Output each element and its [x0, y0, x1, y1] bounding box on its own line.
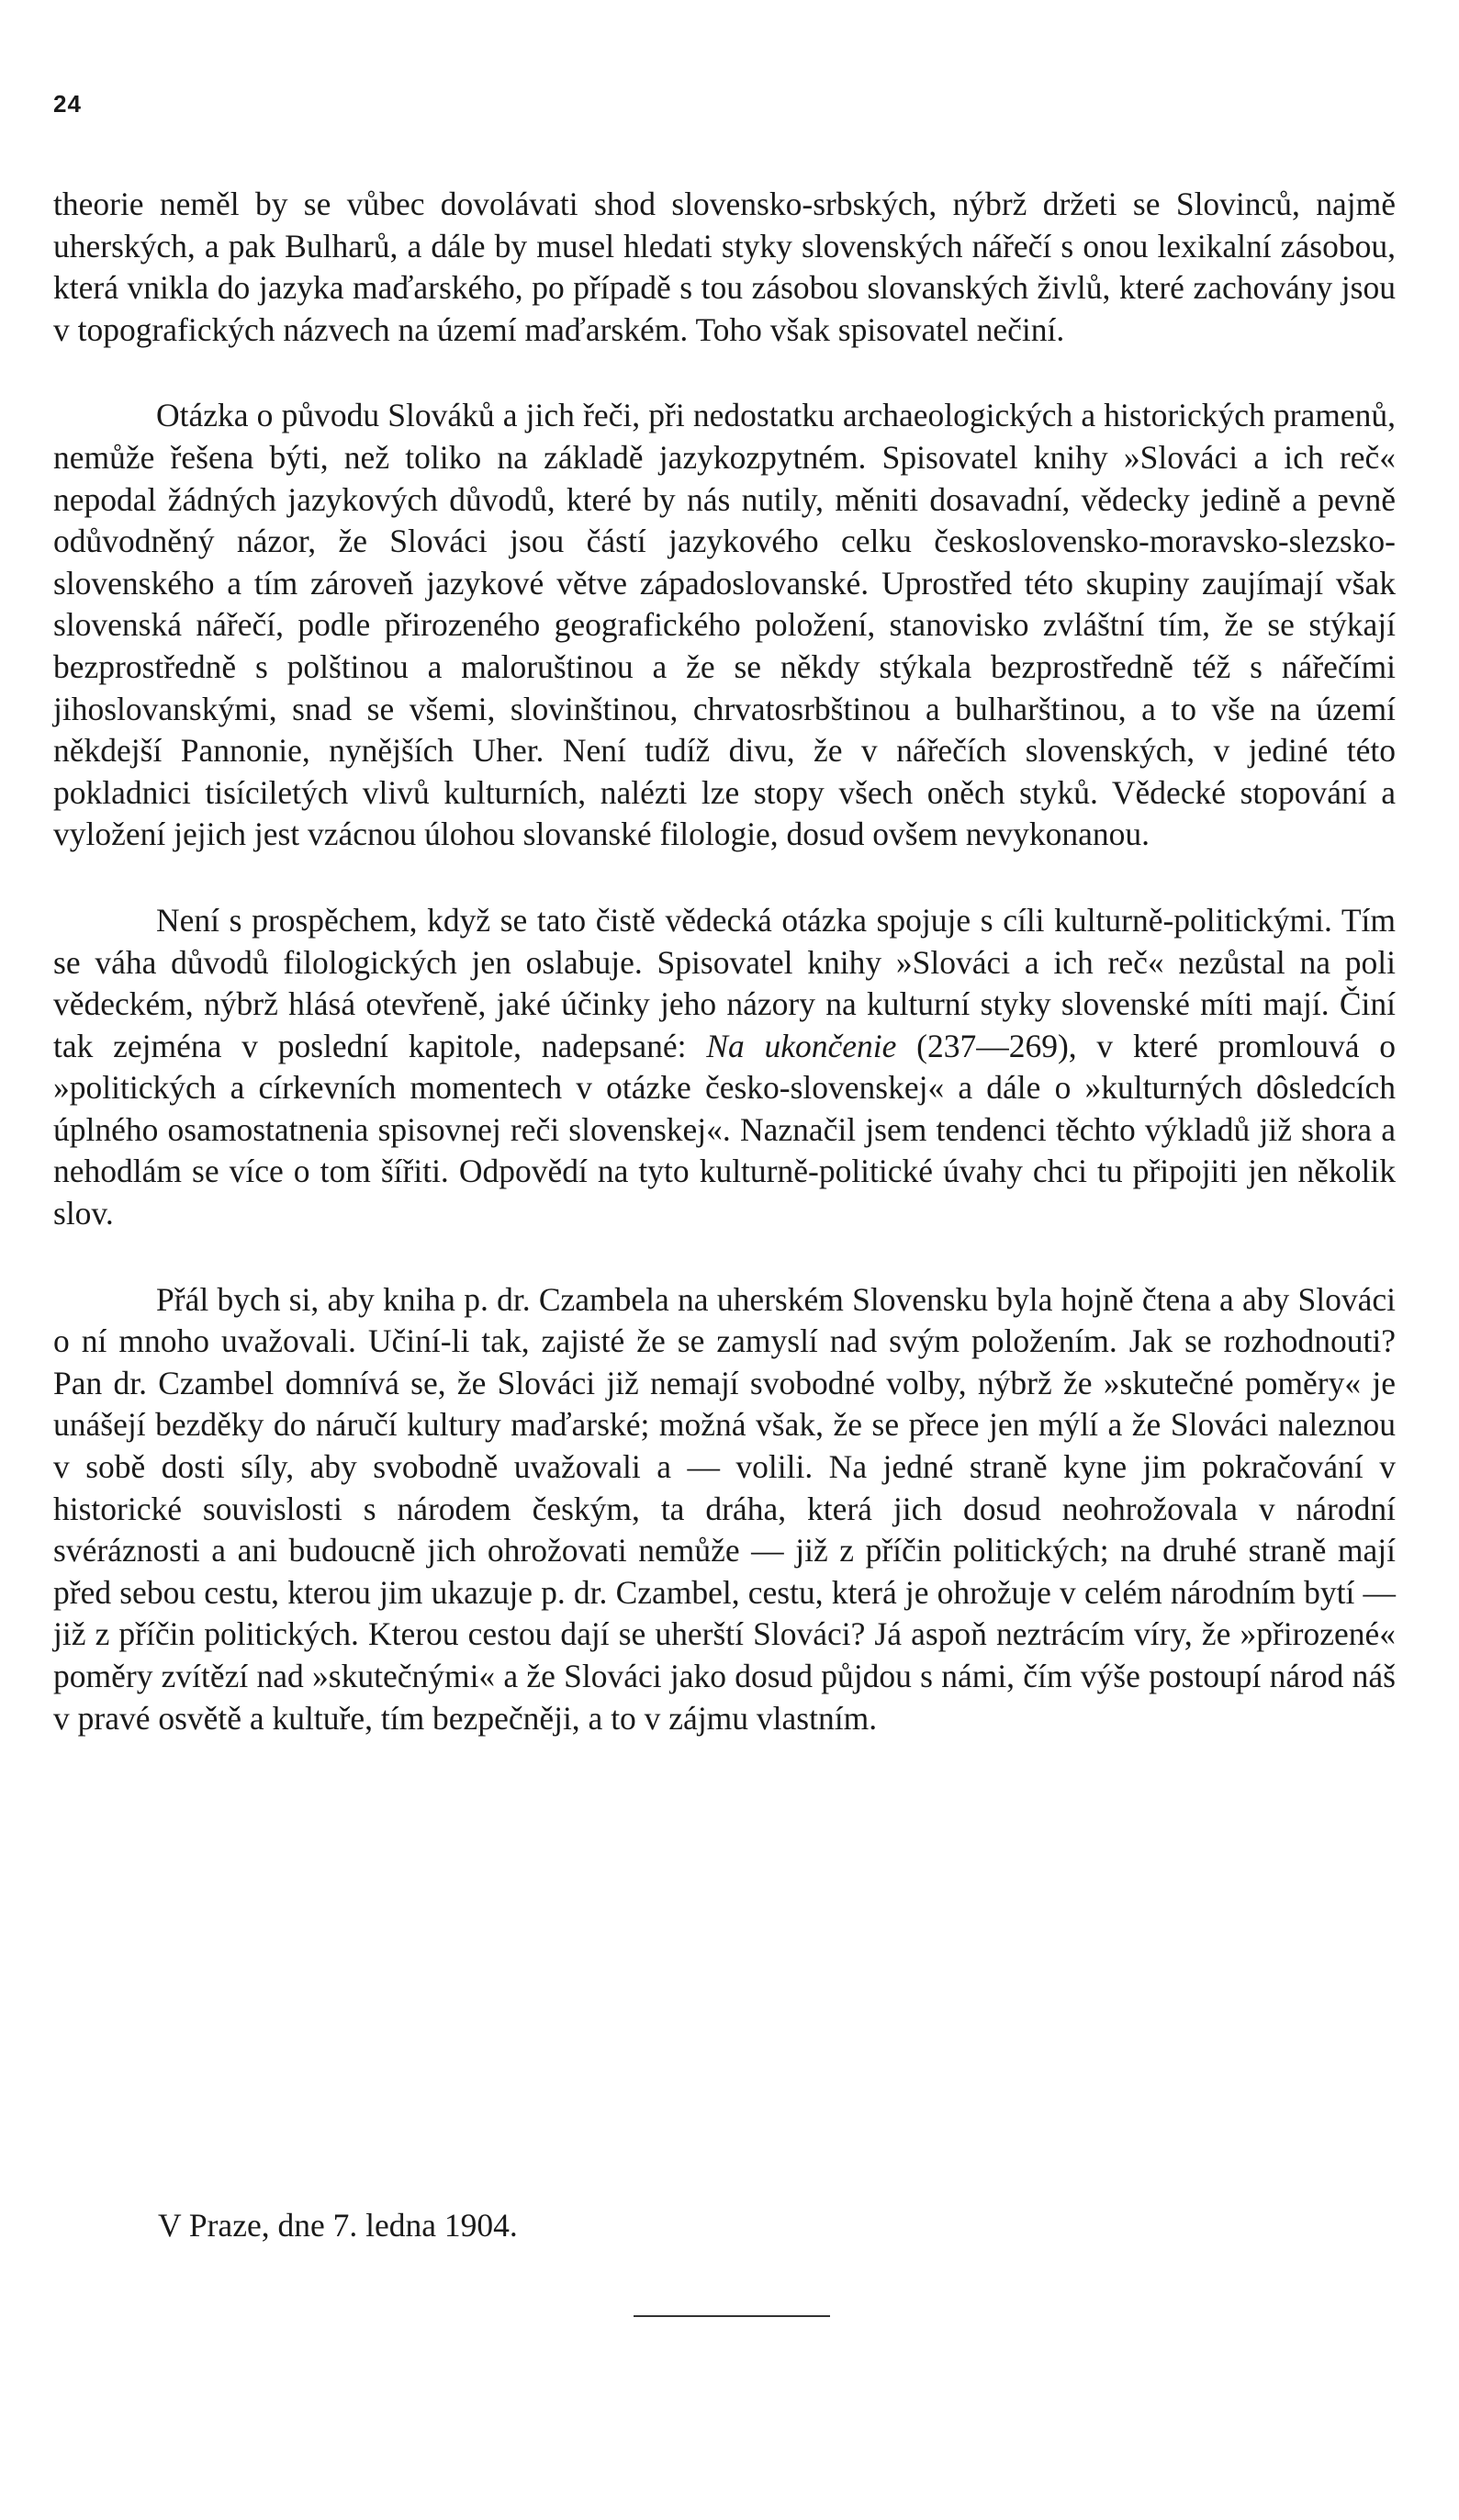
paragraph-1: theorie neměl by se vůbec dovolávati shod slovensko-srbských, nýbrž držeti se Slovinců, najmě uherských, a pak Bulharů, a dále by musel hledati styky slovenských nářečí s onou lexikalní zásobou, která vnikla do jazyka maďarského, po případě s tou zásobou slovanských živlů, které zachovány jsou v topografických názvech na území maďarském. Toho však spisovatel nečiní. [53, 186, 1396, 348]
body-text [53, 184, 1396, 1739]
paragraph-2: Otázka o původu Slováků a jich řeči, při nedostatku archaeologických a historických pramenů, nemůže řešena býti, než toliko na základě jazykozpytném. Spisovatel knihy »Slováci a ich reč« nepodal žádných jazykových důvodů, které by nás nutily, měniti dosavadní, vědecky jedině a pevně odůvodněný názor, že Slováci jsou částí jazykového celku československo-moravsko-slezsko-slovenského a tím zároveň jazykové větve západoslovanské. Uprostřed této skupiny zaujímají však slovenská nářečí, podle přirozeného geografického položení, stanovisko zvláštní tím, že se stýkají bezprostředně s polštinou a maloruštinou a že se někdy stýkala bezprostředně též s nářečími jihoslovanskými, snad se všemi, slovinštinou, chrvatosrbštinou a bulharštinou, a to vše na území někdejší Pannonie, nynějších Uher. Není tudíž divu, že v nářečích slovenských, v jediné této pokladnici tisíciletých vlivů kulturních, nalézti lze stopy všech oněch styků. Vědecké stopování a vyložení jejich jest vzácnou úlohou slovanské filologie, dosud ovšem nevykonanou. [53, 397, 1396, 853]
paragraph-3-after: (237—269), v které promlouvá o »politických a církevních momentech v otázke česko-slovenskej« a dále o »kulturných dôsledcích úplného osamostatnenia spisovnej reči slovenskej«. Naznačil jsem tendenci těchto výkladů již shora a nehodlám se více o tom šířiti. Odpovědí na tyto kulturně-politické úvahy chci tu připojiti jen několik slov. [53, 1027, 1397, 1232]
paragraph-3 [53, 900, 1396, 1235]
page-number: 24 [53, 90, 82, 118]
paragraph-4: Přál bych si, aby kniha p. dr. Czambela na uherském Slovensku byla hojně čtena a aby Slováci o ní mnoho uvažovali. Učiní-li tak, zajisté že se zamyslí nad svým položením. Jak se rozhodnouti? Pan dr. Czambel domnívá se, že Slováci již nemají svobodné volby, nýbrž že »skutečné poměry« je unášejí bezděky do náručí kultury maďarské; možná však, že se přece jen mýlí a že Slováci naleznou v sobě dosti síly, aby svobodně uvažovali a — volili. Na jedné straně kyne jim pokračování v historické souvislosti s národem českým, ta dráha, která jich dosud neohrožovala v národní svéráznosti a ani budoucně jich ohrožovati nemůže — již z příčin politických; na druhé straně mají před sebou cestu, kterou jim ukazuje p. dr. Czambel, cestu, která je ohrožuje v celém národním bytí — již z příčin politických. Kterou cestou dají se uherští Slováci? Já aspoň neztrácím víry, že »přirozené« poměry zvítězí nad »skutečnými« a že Slováci jako dosud půjdou s námi, čím výše postoupí národ náš v pravé osvětě a kultuře, tím bezpečněji, a to v zájmu vlastním. [53, 1280, 1396, 1737]
paragraph-3-before: Není s prospěchem, když se tato čistě vědecká otázka spojuje s cíli kulturně-politickými. Tím se váha důvodů filologických jen oslabuje. Spisovatel knihy »Slováci a ich reč« nezůstal na poli vědeckém, nýbrž hlásá otevřeně, jaké účinky jeho názory na kulturní styky slovenské míti mají. Činí tak zejména v poslední kapitole, nadepsané: [53, 901, 1396, 1064]
closing-rule [634, 2315, 830, 2317]
chapter-title-italic: Na ukončenie [706, 1027, 897, 1064]
dateline: V Praze, dne 7. ledna 1904. [158, 2207, 518, 2244]
